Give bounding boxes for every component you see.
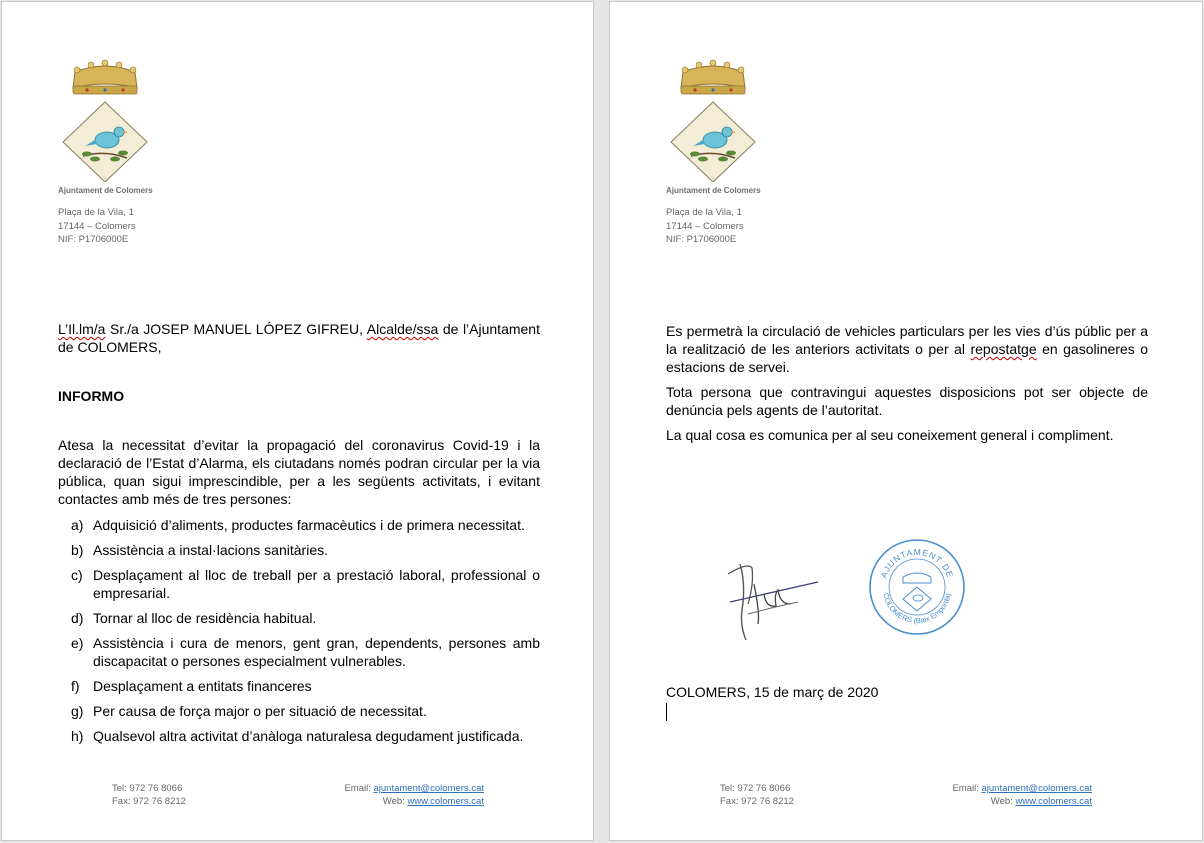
- list-item: e) Assistència i cura de menors, gent gran, dependents, persones amb discapacitat o persones especialment vulnerables.: [71, 635, 540, 669]
- list-item: f) Desplaçament a entitats financeres: [71, 678, 312, 694]
- intro-paragraph: [58, 320, 540, 356]
- intro-title-misspelled: L’Il.lm/a: [58, 321, 106, 337]
- activities-list: [58, 516, 540, 752]
- list-item: b) Assistència a instal·lacions sanitàries.: [71, 542, 328, 558]
- list-item: c) Desplaçament al lloc de treball per a prestació laboral, professional o empresarial.: [71, 567, 540, 601]
- informo-heading: INFORMO: [58, 388, 125, 404]
- document-page-1: [1, 1, 594, 841]
- list-item: g) Per causa de força major o per situació de necessitat.: [71, 703, 427, 719]
- document-page-2: [609, 1, 1203, 841]
- official-stamp-icon: [867, 537, 967, 637]
- address-street: Plaça de la Vila, 1: [666, 207, 742, 218]
- footer-contact: [892, 782, 1092, 808]
- main-paragraph: Atesa la necessitat d’evitar la propagació del coronavirus Covid-19 i la declaració de l’Estat d’Alarma, els ciutadans només podran circular per la via pública, quan sigui imprescindible, per a les següents activitats, i evitant contactes amb més de tres persones:: [58, 437, 540, 507]
- footer-fax: Fax: 972 76 8212: [720, 796, 794, 807]
- footer-email-label: Email:: [952, 783, 982, 794]
- address-city: 17144 – Colomers: [58, 220, 136, 232]
- svg-text:COLOMERS (Baix Empordà): [881, 592, 952, 625]
- footer-tel: Tel: 972 76 8066: [112, 783, 183, 794]
- stamp-bottom-text: COLOMERS (Baix Empordà): [881, 592, 953, 626]
- closing-paragraph: La qual cosa es comunica per al seu coneixement general i compliment.: [666, 427, 1114, 443]
- date-line: COLOMERS, 15 de març de 2020: [666, 684, 879, 700]
- intro-mayor-title-misspelled: Alcalde/ssa: [366, 321, 439, 337]
- misspelled-word: repostatge: [970, 341, 1037, 357]
- organization-name: Ajuntament de Colomers: [666, 186, 761, 195]
- footer-web-label: Web:: [382, 796, 408, 807]
- crown-icon: [681, 60, 745, 94]
- list-item: h) Qualsevol altra activitat d’anàloga naturalesa degudament justificada.: [71, 728, 524, 744]
- text-cursor: [666, 703, 667, 721]
- coat-of-arms-icon: [665, 58, 761, 182]
- address-nif: NIF: P1706000E: [666, 234, 737, 245]
- intro-mayor-name: Sr./a JOSEP MANUEL LÓPEZ GIFREU,: [105, 321, 367, 337]
- email-link[interactable]: ajuntament@colomers.cat: [981, 783, 1092, 794]
- list-item: d) Tornar al lloc de residència habitual.: [71, 610, 317, 626]
- letterhead-address: [666, 206, 744, 247]
- page2-body: [666, 322, 1148, 451]
- email-link[interactable]: ajuntament@colomers.cat: [373, 783, 484, 794]
- list-item: a) Adquisició d’aliments, productes farmacèutics i de primera necessitat.: [71, 517, 525, 533]
- letterhead-address: [58, 206, 136, 247]
- footer-contact: [284, 782, 484, 808]
- web-link[interactable]: www.colomers.cat: [1015, 796, 1092, 807]
- web-link[interactable]: www.colomers.cat: [407, 796, 484, 807]
- footer-phone: [720, 782, 794, 808]
- svg-text:AJUNTAMENT DE: [878, 547, 955, 579]
- footer-email-label: Email:: [344, 783, 374, 794]
- intro-municipality: de l’Ajuntament de COLOMERS,: [58, 321, 540, 355]
- address-nif: NIF: P1706000E: [58, 234, 129, 245]
- footer-fax: Fax: 972 76 8212: [112, 796, 186, 807]
- address-city: 17144 – Colomers: [666, 220, 744, 232]
- stamp-top-text: AJUNTAMENT DE: [878, 546, 956, 580]
- footer-phone: [112, 782, 186, 808]
- footer-tel: Tel: 972 76 8066: [720, 783, 791, 794]
- crown-icon: [73, 60, 137, 94]
- penalty-paragraph: Tota persona que contravingui aquestes disposicions pot ser objecte de denúncia pels agents de l’autoritat.: [666, 384, 1148, 418]
- organization-name: Ajuntament de Colomers: [58, 186, 153, 195]
- address-street: Plaça de la Vila, 1: [58, 207, 134, 218]
- vehicles-paragraph: Es permetrà la circulació de vehicles particulars per les vies d’ús públic per a la realització de les anteriors activitats o per al repostatge en gasolineres o estacions de servei.: [666, 323, 1148, 375]
- footer-web-label: Web:: [990, 796, 1016, 807]
- coat-of-arms-icon: [57, 58, 153, 182]
